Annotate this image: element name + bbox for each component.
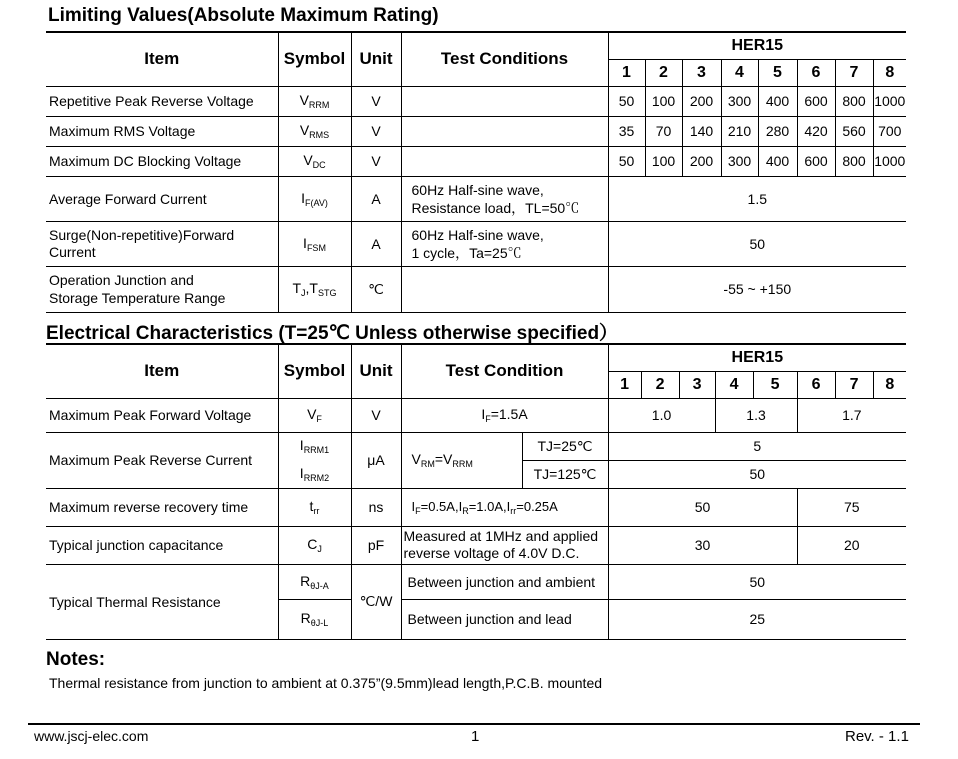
unit-cell: A [351, 176, 401, 221]
symbol-cell: $t_{rr}$ [278, 488, 351, 526]
value-cell: 140 [682, 116, 721, 146]
value-cell: 50 [608, 221, 906, 266]
unit-cell: ℃ [351, 266, 401, 312]
value-cell: 25 [608, 599, 906, 639]
unit-cell: V [351, 86, 401, 116]
symbol-cell: $V_F$ [278, 398, 351, 432]
header-test-conditions: Test Conditions [401, 32, 608, 86]
value-cell: 300 [721, 86, 758, 116]
value-cell: 50 [608, 86, 645, 116]
symbol-cell: $I_{RRM2}$ [278, 460, 351, 488]
header-symbol: Symbol [278, 32, 351, 86]
header-part-number: HER15 [608, 32, 906, 59]
header-test-condition: Test Condition [401, 344, 608, 398]
item-label: Maximum RMS Voltage [46, 116, 278, 146]
electrical-characteristics-table [46, 343, 906, 640]
header-unit: Unit [351, 344, 401, 398]
conditions-cell [401, 266, 608, 312]
value-cell: 50 [608, 564, 906, 599]
footer-revision: Rev. - 1.1 [845, 728, 909, 745]
table-row [46, 116, 906, 146]
notes-title: Notes: [46, 649, 106, 670]
header-part-number: HER15 [608, 344, 906, 371]
grade-cell: 2 [641, 371, 679, 398]
conditions-cell: Measured at 1MHz and applied reverse voltage of 4.0V D.C. [401, 526, 608, 564]
grade-cell: 3 [682, 59, 721, 86]
item-label: Repetitive Peak Reverse Voltage [46, 86, 278, 116]
table-row [46, 564, 906, 599]
header-symbol: Symbol [278, 344, 351, 398]
header-item: Item [46, 344, 278, 398]
item-label: Typical Thermal Resistance [46, 564, 278, 639]
item-label: Surge(Non-repetitive)Forward Current [46, 221, 278, 266]
unit-cell: ns [351, 488, 401, 526]
item-label: Operation Junction and Storage Temperature Range [46, 266, 278, 312]
value-cell: 35 [608, 116, 645, 146]
conditions-cell [401, 116, 608, 146]
value-cell: 600 [797, 86, 835, 116]
grade-cell: 5 [758, 59, 797, 86]
item-label: Maximum reverse recovery time [46, 488, 278, 526]
grade-cell: 4 [715, 371, 753, 398]
value-cell: 280 [758, 116, 797, 146]
symbol-cell: $C_J$ [278, 526, 351, 564]
grade-cell: 8 [873, 371, 906, 398]
grade-cell: 4 [721, 59, 758, 86]
value-cell: 560 [835, 116, 873, 146]
value-cell: 400 [758, 86, 797, 116]
footer-website: www.jscj-elec.com [34, 728, 149, 744]
table-row [46, 432, 906, 460]
value-cell: 300 [721, 146, 758, 176]
conditions-cell [401, 146, 608, 176]
grade-cell: 8 [873, 59, 906, 86]
footer-page-number: 1 [471, 728, 480, 745]
grade-cell: 5 [753, 371, 797, 398]
value-cell: 800 [835, 86, 873, 116]
conditions-cell [401, 86, 608, 116]
temp-condition: TJ=25℃ [522, 432, 608, 460]
value-cell: 50 [608, 488, 797, 526]
table-row [46, 146, 906, 176]
conditions-cell: 60Hz Half-sine wave, 1 cycle，Ta=25℃ [401, 221, 608, 266]
value-cell: -55 ~ +150 [608, 266, 906, 312]
value-cell: 1000 [873, 146, 906, 176]
unit-cell: V [351, 398, 401, 432]
table-row [46, 398, 906, 432]
unit-cell: V [351, 146, 401, 176]
symbol-cell: $V_{RMS}$ [278, 116, 351, 146]
conditions-cell: 60Hz Half-sine wave, Resistance load，TL=50℃ [401, 176, 608, 221]
value-cell: 1.3 [715, 398, 797, 432]
value-cell: 30 [608, 526, 797, 564]
conditions-cell: $V_{RM}=V_{RRM}$ [401, 432, 522, 488]
symbol-cell: $I_{RRM1}$ [278, 432, 351, 460]
value-cell: 1.0 [608, 398, 715, 432]
value-cell: 200 [682, 86, 721, 116]
symbol-cell: $R_{\theta J-L}$ [278, 599, 351, 639]
grade-cell: 7 [835, 371, 873, 398]
value-cell: 420 [797, 116, 835, 146]
value-cell: 1.7 [797, 398, 906, 432]
symbol-cell: $R_{\theta J-A}$ [278, 564, 351, 599]
limiting-values-title: Limiting Values(Absolute Maximum Rating) [48, 5, 439, 26]
value-cell: 100 [645, 86, 682, 116]
value-cell: 400 [758, 146, 797, 176]
conditions-cell: Between junction and lead [401, 599, 608, 639]
symbol-cell: $V_{RRM}$ [278, 86, 351, 116]
unit-cell: pF [351, 526, 401, 564]
electrical-characteristics-title: Electrical Characteristics (T=25℃ Unless otherwise specified） [46, 323, 619, 344]
unit-cell: μA [351, 432, 401, 488]
value-cell: 100 [645, 146, 682, 176]
value-cell: 1.5 [608, 176, 906, 221]
conditions-cell: $I_F=0.5A,I_R=1.0A,I_{rr}=0.25A$ [401, 488, 608, 526]
item-label: Typical junction capacitance [46, 526, 278, 564]
unit-cell: ℃/W [351, 564, 401, 639]
value-cell: 70 [645, 116, 682, 146]
header-item: Item [46, 32, 278, 86]
grade-cell: 7 [835, 59, 873, 86]
grade-cell: 3 [679, 371, 715, 398]
grade-cell: 1 [608, 371, 641, 398]
grade-cell: 2 [645, 59, 682, 86]
item-label: Maximum DC Blocking Voltage [46, 146, 278, 176]
footer-divider [28, 723, 920, 725]
conditions-cell: Between junction and ambient [401, 564, 608, 599]
table-row [46, 266, 906, 312]
value-cell: 50 [608, 460, 906, 488]
table-row [46, 176, 906, 221]
value-cell: 800 [835, 146, 873, 176]
value-cell: 200 [682, 146, 721, 176]
symbol-cell: $I_{F(AV)}$ [278, 176, 351, 221]
value-cell: 210 [721, 116, 758, 146]
unit-cell: V [351, 116, 401, 146]
table-row [46, 86, 906, 116]
header-unit: Unit [351, 32, 401, 86]
conditions-cell: $I_F=1.5A$ [401, 398, 608, 432]
grade-cell: 6 [797, 371, 835, 398]
symbol-cell: $V_{DC}$ [278, 146, 351, 176]
value-cell: 700 [873, 116, 906, 146]
table-row [46, 526, 906, 564]
symbol-cell: $I_{FSM}$ [278, 221, 351, 266]
value-cell: 20 [797, 526, 906, 564]
notes-text: Thermal resistance from junction to ambient at 0.375”(9.5mm)lead length,P.C.B. mounted [49, 675, 603, 691]
table-row [46, 488, 906, 526]
symbol-cell: $T_J,T_{STG}$ [278, 266, 351, 312]
value-cell: 50 [608, 146, 645, 176]
temp-condition: TJ=125℃ [522, 460, 608, 488]
table-row [46, 221, 906, 266]
item-label: Maximum Peak Reverse Current [46, 432, 278, 488]
value-cell: 5 [608, 432, 906, 460]
value-cell: 75 [797, 488, 906, 526]
grade-cell: 6 [797, 59, 835, 86]
grade-cell: 1 [608, 59, 645, 86]
unit-cell: A [351, 221, 401, 266]
value-cell: 600 [797, 146, 835, 176]
item-label: Maximum Peak Forward Voltage [46, 398, 278, 432]
limiting-values-table [46, 31, 906, 313]
item-label: Average Forward Current [46, 176, 278, 221]
value-cell: 1000 [873, 86, 906, 116]
